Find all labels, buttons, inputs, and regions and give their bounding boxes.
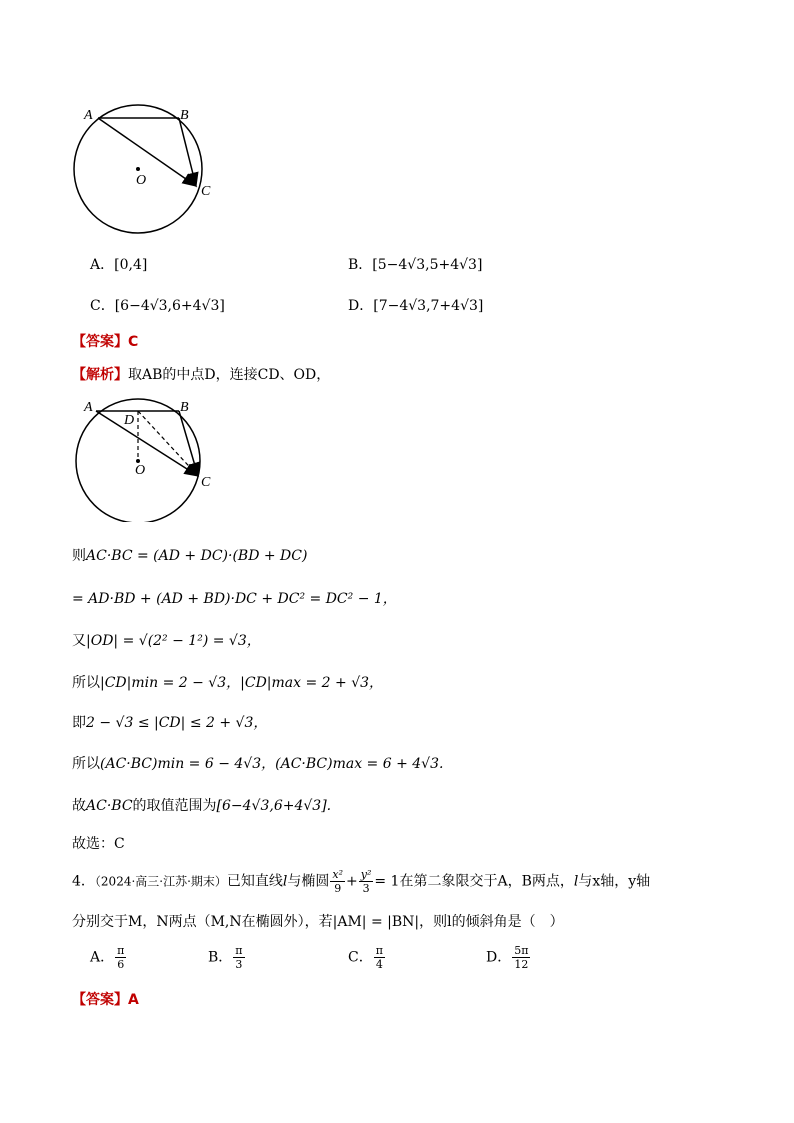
- step-3: 又|OD| = √(2² − 1²) = √3，: [72, 633, 261, 649]
- label-b: B: [180, 400, 189, 415]
- option-d: D．[7−4√3,7+4√3]: [348, 298, 484, 314]
- q4-option-a: A． $\frac{\pi}{6}$: [90, 944, 125, 971]
- q4-option-b: B． $\frac{\pi}{3}$: [208, 944, 243, 971]
- question-4-line-1: 4．（2024·高三·江苏·期末）已知直线l与椭圆 $\frac{\text{x²}}{9}$ + $\frac{\text{y²}}{3}$ = 1在第二象限交于A，B两点，l与x轴，y轴: [72, 868, 651, 895]
- label-d: D: [124, 413, 135, 428]
- step-6: 所以(AC·BC)min = 6 − 4√3，(AC·BC)max = 6 + 4√3.: [72, 756, 444, 772]
- center-point: [136, 167, 140, 171]
- conclusion: 故选：C: [72, 836, 125, 852]
- ellipse-term-x: $\frac{\text{x²}}{9}$: [332, 868, 344, 895]
- vector-ac: [96, 411, 198, 476]
- option-a: A．[0,4]: [90, 257, 148, 273]
- option-c: C．[6−4√3,6+4√3]: [90, 298, 225, 314]
- step-7: 故AC·BC的取值范围为[6−4√3,6+4√3].: [72, 798, 332, 814]
- option-b: B．[5−4√3,5+4√3]: [348, 257, 483, 273]
- q4-option-d: D． $\frac{5\pi}{12}$: [486, 944, 529, 971]
- step-2: = AD·BD + (AD + BD)·DC + DC² = DC² − 1，: [72, 591, 397, 607]
- label-o: O: [136, 173, 147, 188]
- label-o: O: [135, 463, 146, 478]
- circle-figure-2: [62, 394, 222, 522]
- analysis-intro: 【解析】取AB的中点D，连接CD、OD，: [72, 367, 331, 383]
- step-4: 所以|CD|min = 2 − √3，|CD|max = 2 + √3，: [72, 675, 384, 691]
- step-5: 即2 − √3 ≤ |CD| ≤ 2 + √3，: [72, 715, 268, 731]
- circle-figure-1: [62, 96, 222, 238]
- q4-option-c: C． $\frac{\pi}{4}$: [348, 944, 383, 971]
- label-c: C: [201, 475, 211, 490]
- step-1: 则AC·BC = (AD + DC)·(BD + DC): [72, 548, 308, 564]
- question-4-line-2: 分别交于M，N两点（M,N在椭圆外），若|AM| = |BN|，则l的倾斜角是（ ）: [72, 914, 564, 930]
- ellipse-term-y: $\frac{\text{y²}}{3}$: [360, 868, 372, 895]
- label-b: B: [180, 108, 189, 123]
- label-a: A: [84, 108, 93, 123]
- label-a: A: [84, 400, 93, 415]
- answer-line-1: 【答案】C: [72, 334, 139, 350]
- label-c: C: [201, 184, 211, 199]
- answer-line-4: 【答案】A: [72, 992, 139, 1008]
